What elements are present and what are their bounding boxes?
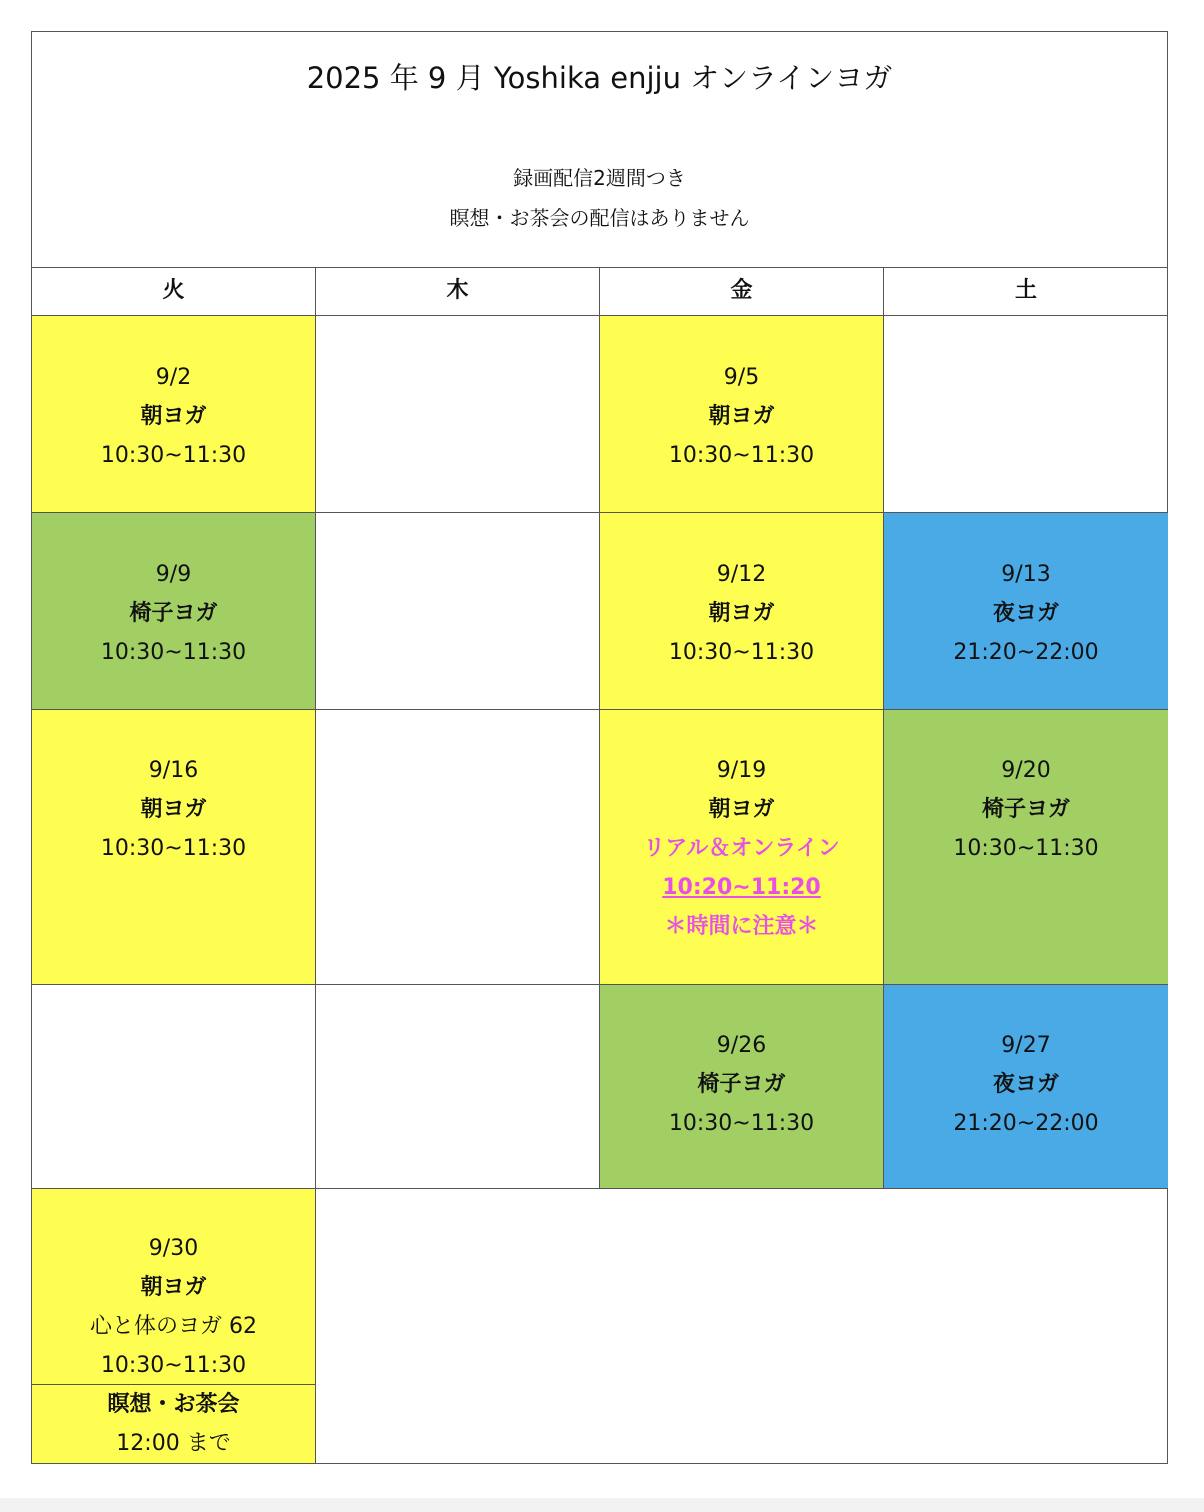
class-time: 10:30~11:30 — [100, 836, 247, 861]
class-date: 9/30 — [148, 1236, 199, 1261]
class-date: 9/2 — [155, 365, 192, 390]
class-time: 10:30~11:30 — [953, 836, 1099, 861]
class-name: 椅子ヨガ — [981, 797, 1070, 822]
class-date: 9/16 — [148, 758, 199, 783]
class-time: 10:30~11:30 — [100, 640, 247, 665]
class-name: 朝ヨガ — [708, 404, 775, 429]
page-title: 2025 年 9 月 Yoshika enjju オンラインヨガ — [306, 61, 893, 95]
cell-9-9 — [32, 513, 316, 710]
cell-empty — [316, 513, 600, 710]
class-date: 9/13 — [1001, 562, 1051, 587]
page-footer-strip — [0, 1498, 1204, 1512]
class-note-time-warning: ＊時間に注意＊ — [664, 914, 819, 939]
meditation-tea-until: 12:00 まで — [116, 1431, 231, 1456]
class-time: 10:30~11:30 — [100, 443, 247, 468]
class-name: 朝ヨガ — [140, 1275, 207, 1300]
class-time: 21:20~22:00 — [953, 1111, 1099, 1136]
class-note-real-online: リアル＆オンライン — [643, 836, 840, 861]
class-date: 9/26 — [716, 1033, 767, 1058]
class-subtitle: 心と体のヨガ 62 — [90, 1314, 257, 1339]
class-name: 夜ヨガ — [992, 601, 1059, 626]
class-time: 10:30~11:30 — [668, 1111, 815, 1136]
class-date: 9/20 — [1001, 758, 1051, 783]
class-time: 21:20~22:00 — [953, 640, 1099, 665]
class-name: 朝ヨガ — [708, 797, 775, 822]
cell-empty — [316, 985, 600, 1189]
schedule-sheet — [31, 31, 1168, 1464]
cell-9-12 — [600, 513, 884, 710]
class-name: 椅子ヨガ — [129, 601, 218, 626]
day-friday: 金 — [600, 268, 884, 315]
cell-9-13 — [884, 513, 1168, 710]
class-date: 9/9 — [155, 562, 192, 587]
cell-empty — [316, 710, 600, 985]
day-thursday: 木 — [316, 268, 600, 315]
class-time: 10:30~11:30 — [668, 640, 815, 665]
meditation-tea-cell — [32, 1384, 315, 1463]
day-saturday: 土 — [1014, 278, 1037, 303]
header-notes — [32, 158, 1167, 238]
class-date: 9/19 — [716, 758, 767, 783]
class-date: 9/5 — [723, 365, 760, 390]
class-date: 9/12 — [716, 562, 767, 587]
cell-9-30 — [32, 1189, 316, 1463]
class-name: 朝ヨガ — [140, 797, 207, 822]
class-time: 10:20~11:20 — [662, 875, 821, 900]
cell-empty — [884, 316, 1168, 513]
cell-9-27 — [884, 985, 1168, 1189]
class-time: 10:30~11:30 — [100, 1353, 247, 1378]
cell-9-5 — [600, 316, 884, 513]
cell-empty — [32, 985, 316, 1189]
class-name: 夜ヨガ — [992, 1072, 1059, 1097]
weekday-header-row — [32, 268, 1167, 316]
schedule-header — [32, 32, 1167, 268]
class-name: 朝ヨガ — [708, 601, 775, 626]
cell-empty — [316, 316, 600, 513]
class-time: 10:30~11:30 — [668, 443, 815, 468]
cell-9-26 — [600, 985, 884, 1189]
class-name: 朝ヨガ — [140, 404, 207, 429]
class-name: 椅子ヨガ — [697, 1072, 786, 1097]
cell-9-20 — [884, 710, 1168, 985]
cell-9-2 — [32, 316, 316, 513]
note-recording: 録画配信2週間つき — [513, 166, 686, 190]
cell-9-16 — [32, 710, 316, 985]
cell-9-19 — [600, 710, 884, 985]
day-tuesday: 火 — [32, 268, 316, 315]
meditation-tea-label: 瞑想・お茶会 — [107, 1392, 240, 1417]
note-no-stream: 瞑想・お茶会の配信はありません — [449, 206, 750, 230]
class-date: 9/27 — [1001, 1033, 1051, 1058]
